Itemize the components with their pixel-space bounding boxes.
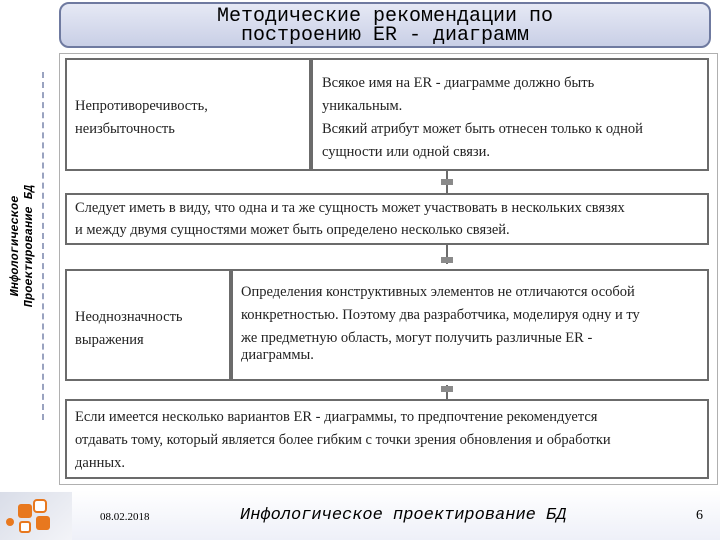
row4-text-line-3: данных. (75, 455, 125, 471)
row2-text-line-2: и между двумя сущностями может быть определено несколько связей. (75, 222, 510, 238)
connector-node (441, 257, 453, 263)
side-label (8, 185, 36, 307)
row2-text-box (65, 193, 709, 245)
row1-text-line-3: Всякий атрибут может быть отнесен только к одной (322, 121, 643, 137)
row1-label-line-2: неизбыточность (75, 121, 175, 137)
row3-text-line-4: диаграммы. (241, 347, 314, 363)
side-label-line-1: Инфологическое (8, 195, 22, 297)
row2-text-line-1: Следует иметь в виду, что одна и та же сущность может участвовать в нескольких связях (75, 200, 625, 216)
page-number: 6 (696, 508, 703, 523)
slide-title-line-1: Методические рекомендации по (216, 5, 554, 28)
row4-text-line-2: отдавать тому, который является более гибким с точки зрения обновления и обработки (75, 432, 611, 448)
row3-text-box (231, 269, 709, 381)
row3-text-line-3: же предметную область, могут получить различные ER - (241, 330, 593, 346)
row4-text-box (65, 399, 709, 479)
connector-node (441, 386, 453, 392)
row1-text-line-4: сущности или одной связи. (322, 144, 491, 160)
row3-label-box (65, 269, 231, 381)
row3-label-line-1: Неоднозначность (75, 309, 183, 325)
row3-text-line-2: конкретностью. Поэтому два разработчика, моделируя одну и ту (241, 307, 640, 323)
side-label-line-2: Проектирование БД (22, 184, 36, 308)
row1-text-line-1: Всякое имя на ER - диаграмме должно быть (322, 75, 595, 91)
slide-title-line-2: построению ER - диаграмм (240, 24, 530, 47)
row1-label-box (65, 58, 311, 171)
connector-node (441, 179, 453, 185)
recommendations-diagram (59, 53, 718, 485)
row3-text-line-1: Определения конструктивных элементов не отличаются особой (241, 284, 635, 300)
row1-text-box (311, 58, 709, 171)
footer-title: Инфологическое проектирование БД (240, 506, 567, 525)
row1-text-line-2: уникальным. (322, 98, 403, 114)
logo-mark-icon (0, 492, 72, 540)
row4-text-line-1: Если имеется несколько вариантов ER - диаграммы, то предпочтение рекомендуется (75, 409, 598, 425)
slide-title-box (59, 2, 711, 48)
row1-label-line-1: Непротиворечивость, (75, 98, 208, 114)
row3-label-line-2: выражения (75, 332, 144, 348)
footer-date: 08.02.2018 (100, 511, 150, 523)
logo (0, 492, 72, 540)
